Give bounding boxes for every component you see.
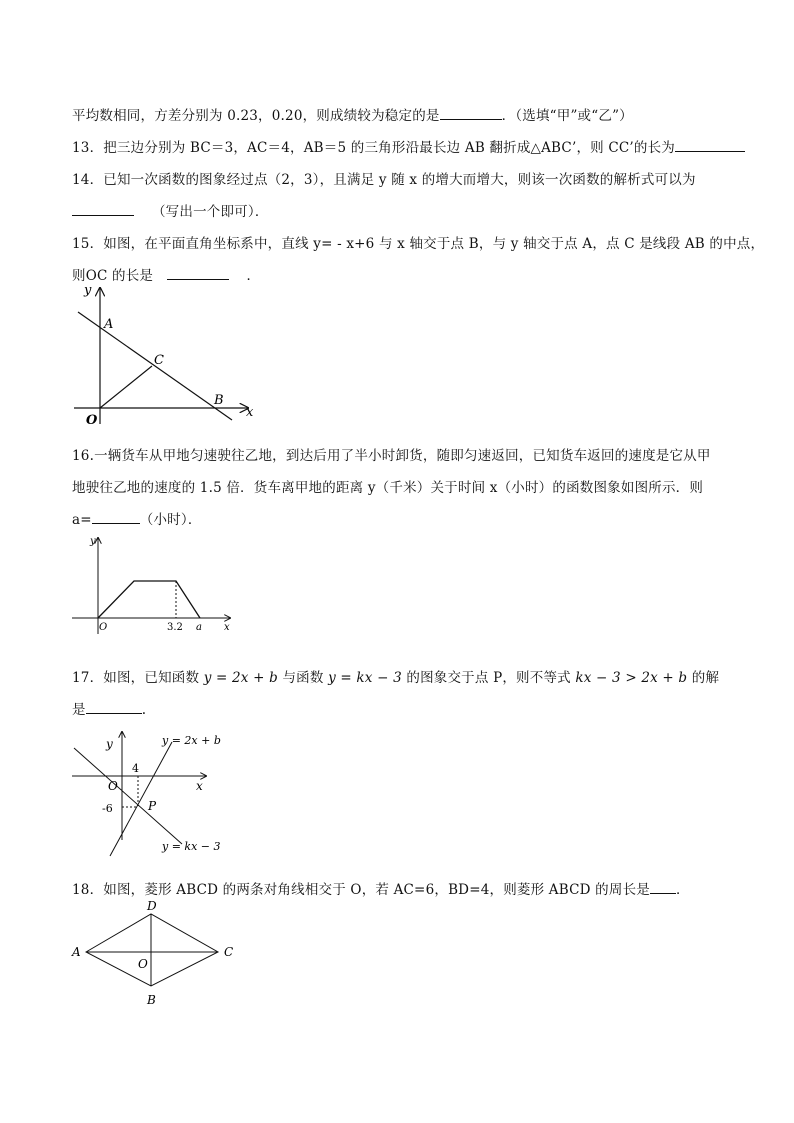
q15-text-1: 15．如图，在平面直角坐标系中，直线 y= - x+6 与 x 轴交于点 B，与 y 轴交于点 A，点 C 是线段 AB 的中点， (72, 236, 765, 252)
q16-text-2: 地驶往乙地的速度的 1.5 倍．货车离甲地的距离 y（千米）关于时间 x（小时）的函数图象如图所示．则 (72, 480, 704, 496)
q16-line3 (72, 508, 202, 528)
q12-answer-blank[interactable] (440, 107, 502, 120)
q16-label-y: y (90, 536, 96, 547)
q14-line1 (72, 168, 696, 188)
q17-formula-1: y = 2x + b (203, 670, 278, 686)
q14-text-2: （写出一个即可）． (151, 204, 269, 220)
q15-line1 (72, 232, 764, 252)
q15-label-x: x (246, 405, 254, 420)
q17-inequality: kx − 3 > 2x + b (575, 670, 688, 686)
q17-label-p: P (148, 799, 157, 813)
q18-text-a: 18．如图，菱形 ABCD 的两条对角线相交于 O，若 AC=6，BD=4，则菱形 ABCD 的周长是 (72, 882, 650, 898)
q15-label-c: C (154, 353, 164, 368)
q17-formula-2: y = kx − 3 (328, 670, 402, 686)
q17-line-kx-minus-3 (74, 748, 182, 844)
q14-answer-blank[interactable] (72, 203, 134, 216)
q15-figure (66, 280, 266, 430)
q16-label-x: x (224, 622, 230, 633)
q16-graph (98, 581, 200, 618)
q17-label-y: y (106, 737, 113, 751)
q17-line-2x-plus-b (110, 742, 172, 856)
q17-answer-blank[interactable] (86, 701, 142, 714)
q17-text-2b: . (141, 702, 147, 718)
q18-answer-blank[interactable] (650, 881, 676, 894)
q18-label-b: B (147, 993, 156, 1007)
q17-label-line2: y = kx − 3 (162, 840, 221, 853)
q14-text-1: 14．已知一次函数的图象经过点（2，3），且满足 y 随 x 的增大而增大，则该一次函数的解析式可以为 (72, 172, 696, 188)
q17-line2 (72, 698, 146, 718)
q16-line2 (72, 476, 703, 496)
q13-line (72, 136, 745, 156)
q17-text-1d: 的解 (691, 670, 720, 686)
q13-answer-blank[interactable] (675, 139, 745, 152)
q16-label-t: 3.2 (167, 622, 183, 633)
q17-line1 (72, 666, 719, 686)
q17-label-neg6: -6 (102, 802, 113, 815)
q18-line (72, 878, 690, 898)
q15-text-2a: 则OC 的长是 (72, 268, 154, 284)
q15-label-o: O (86, 413, 98, 428)
q16-text-3a: a= (72, 512, 92, 528)
q16-answer-blank[interactable] (92, 511, 140, 524)
q17-label-4: 4 (132, 762, 139, 775)
q18-figure (66, 896, 246, 1012)
q17-text-1b: 与函数 (282, 670, 324, 686)
q16-text-3b: （小时）． (139, 512, 202, 528)
q18-label-a: A (72, 945, 81, 959)
q17-label-line1: y = 2x + b (162, 734, 221, 747)
q14-line2 (72, 200, 269, 220)
q12-text-b: ．（选填“甲”或“乙”） (501, 108, 633, 124)
q18-label-o: O (138, 957, 148, 971)
q18-label-d: D (147, 899, 157, 913)
q15-label-a: A (104, 317, 114, 332)
q16-label-o: O (99, 622, 108, 633)
q16-text-1: 16.一辆货车从甲地匀速驶往乙地，到达后用了半小时卸货，随即匀速返回，已知货车返回的速度是它从甲 (72, 448, 711, 464)
q17-text-1c: 的图象交于点 P，则不等式 (406, 670, 571, 686)
q16-figure (66, 530, 246, 640)
q17-label-o: O (108, 779, 118, 793)
q18-rhombus (86, 914, 218, 986)
q18-text-b: ． (675, 882, 690, 898)
q15-segment-oc (100, 366, 152, 408)
q15-text-2b: ． (246, 268, 261, 284)
q15-label-y: y (84, 283, 92, 298)
q15-answer-blank[interactable] (167, 267, 229, 280)
q16-line1 (72, 444, 711, 464)
q15-label-b: B (214, 393, 224, 408)
q17-text-2a: 是 (72, 702, 86, 718)
q12-line (72, 104, 633, 124)
q12-text-a: 平均数相同，方差分别为 0.23，0.20，则成绩较为稳定的是 (72, 108, 440, 124)
q17-text-1a: 17．如图，已知函数 (72, 670, 200, 686)
q17-figure (66, 728, 236, 860)
q16-label-a: a (196, 622, 202, 633)
q18-label-c: C (224, 945, 234, 959)
q17-label-x: x (196, 779, 203, 793)
q13-text: 13．把三边分别为 BC＝3，AC＝4，AB＝5 的三角形沿最长边 AB 翻折成△ABC’，则 CC’的长为 (72, 140, 675, 156)
